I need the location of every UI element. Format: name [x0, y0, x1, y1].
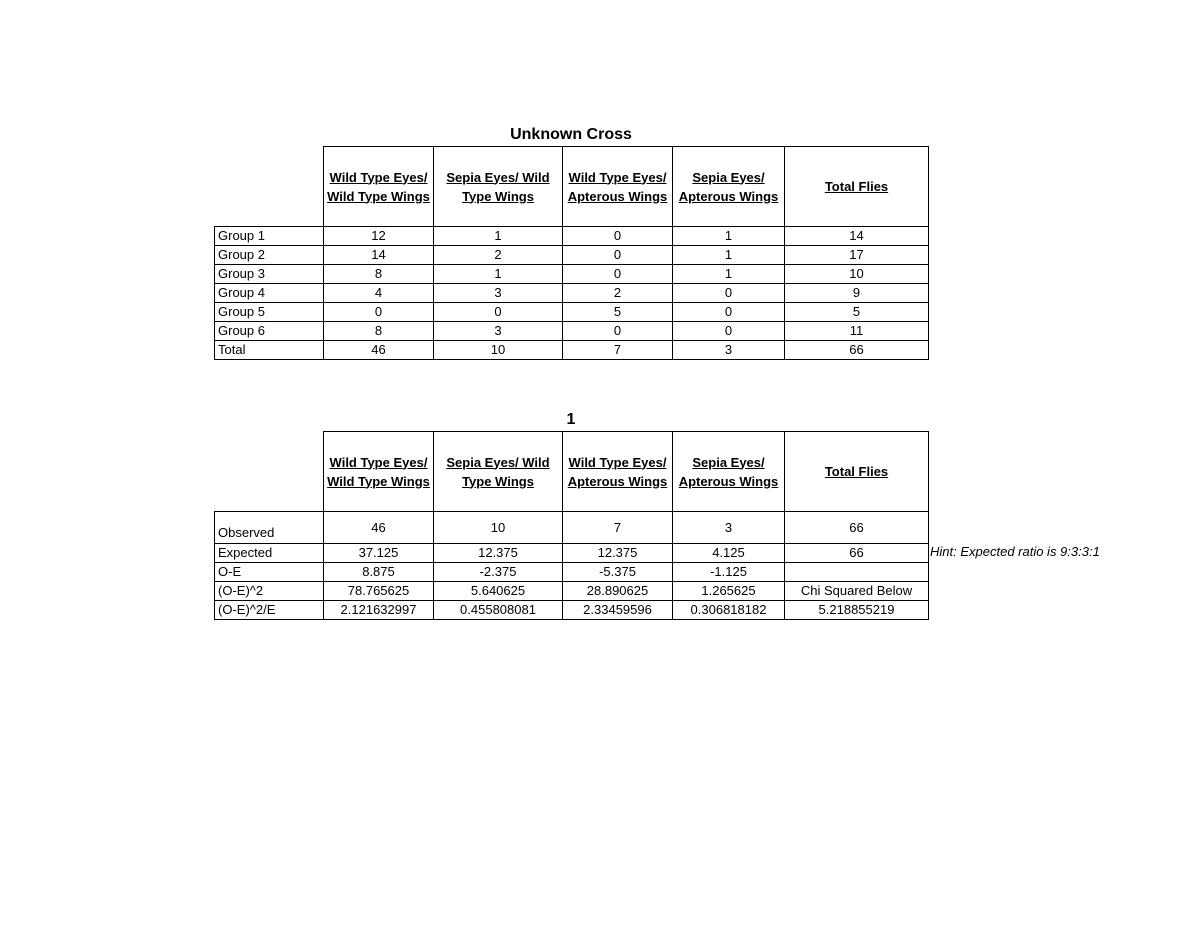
table-row-total [215, 341, 929, 360]
table1-header-wt-apterous: Wild Type Eyes/ Apterous Wings [563, 147, 673, 227]
cell: 10 [434, 341, 563, 360]
row-label: Group 4 [215, 284, 324, 303]
cell: 2.33459596 [563, 601, 673, 620]
cell: 17 [785, 246, 929, 265]
cell: 28.890625 [563, 582, 673, 601]
cell: 7 [563, 341, 673, 360]
cell: 1 [434, 265, 563, 284]
cell: 0 [673, 322, 785, 341]
row-label: Total [215, 341, 324, 360]
table2-header-wt-wt: Wild Type Eyes/ Wild Type Wings [324, 432, 434, 512]
cell: 4.125 [673, 544, 785, 563]
cell: 8 [324, 322, 434, 341]
cell: 1 [673, 246, 785, 265]
cell: 14 [785, 227, 929, 246]
cell: 12.375 [563, 544, 673, 563]
row-label: Group 3 [215, 265, 324, 284]
table1-header-wt-wt: Wild Type Eyes/ Wild Type Wings [324, 147, 434, 227]
table-row-expected [215, 544, 929, 563]
table-row [215, 246, 929, 265]
cell: 14 [324, 246, 434, 265]
row-label: Group 1 [215, 227, 324, 246]
table1-header-blank [215, 147, 324, 227]
cell: 66 [785, 512, 929, 544]
row-label: Group 6 [215, 322, 324, 341]
cell: 37.125 [324, 544, 434, 563]
cell: 46 [324, 512, 434, 544]
table2-header-sepia-apterous: Sepia Eyes/ Apterous Wings [673, 432, 785, 512]
cell: 11 [785, 322, 929, 341]
cell: 7 [563, 512, 673, 544]
cell: 8.875 [324, 563, 434, 582]
cell: 2 [434, 246, 563, 265]
cell: 5 [785, 303, 929, 322]
table2-header-wt-apterous: Wild Type Eyes/ Apterous Wings [563, 432, 673, 512]
cell: 5.218855219 [785, 601, 929, 620]
table-row-o-minus-e [215, 563, 929, 582]
cell: 2 [563, 284, 673, 303]
cell: 8 [324, 265, 434, 284]
cell: 12 [324, 227, 434, 246]
row-label: Observed [215, 512, 324, 544]
cell: 9 [785, 284, 929, 303]
unknown-cross-table [214, 146, 929, 360]
cell: 5 [563, 303, 673, 322]
cell: 78.765625 [324, 582, 434, 601]
cell: 5.640625 [434, 582, 563, 601]
table2-header-row [215, 432, 929, 512]
cell: Chi Squared Below [785, 582, 929, 601]
cell: 1 [673, 265, 785, 284]
table-row-squared [215, 582, 929, 601]
cell: 3 [673, 512, 785, 544]
row-label: (O-E)^2 [215, 582, 324, 601]
table2-header-blank [215, 432, 324, 512]
cell: 0 [563, 265, 673, 284]
table-row [215, 303, 929, 322]
table-row [215, 265, 929, 284]
table-row-observed [215, 512, 929, 544]
table1-header-total: Total Flies [785, 147, 929, 227]
cell: 3 [673, 341, 785, 360]
cell: 0.455808081 [434, 601, 563, 620]
cell: 10 [785, 265, 929, 284]
cell: 0 [434, 303, 563, 322]
table1-header-sepia-wt: Sepia Eyes/ Wild Type Wings [434, 147, 563, 227]
cell: 0 [563, 322, 673, 341]
row-label: (O-E)^2/E [215, 601, 324, 620]
cell: 0 [324, 303, 434, 322]
table1-header-sepia-apterous: Sepia Eyes/ Apterous Wings [673, 147, 785, 227]
cell: 0.306818182 [673, 601, 785, 620]
cell: 3 [434, 284, 563, 303]
cell [785, 563, 929, 582]
cell: 10 [434, 512, 563, 544]
cell: 66 [785, 341, 929, 360]
table2-title: 1 [566, 411, 576, 428]
table-row-squared-over-e [215, 601, 929, 620]
row-label: Group 2 [215, 246, 324, 265]
hint-text: Hint: Expected ratio is 9:3:3:1 [930, 544, 1100, 559]
chi-square-table [214, 431, 929, 620]
cell: 0 [563, 246, 673, 265]
cell: 1 [434, 227, 563, 246]
table-row [215, 322, 929, 341]
cell: 0 [673, 284, 785, 303]
cell: 12.375 [434, 544, 563, 563]
cell: -5.375 [563, 563, 673, 582]
table-row [215, 227, 929, 246]
cell: 0 [563, 227, 673, 246]
cell: 66 [785, 544, 929, 563]
cell: 2.121632997 [324, 601, 434, 620]
cell: 46 [324, 341, 434, 360]
row-label: Group 5 [215, 303, 324, 322]
cell: 1 [673, 227, 785, 246]
row-label: O-E [215, 563, 324, 582]
table2-header-total: Total Flies [785, 432, 929, 512]
cell: -1.125 [673, 563, 785, 582]
cell: 3 [434, 322, 563, 341]
cell: 1.265625 [673, 582, 785, 601]
table2-header-sepia-wt: Sepia Eyes/ Wild Type Wings [434, 432, 563, 512]
cell: 0 [673, 303, 785, 322]
table1-header-row [215, 147, 929, 227]
table-row [215, 284, 929, 303]
table1-title: Unknown Cross [510, 126, 632, 143]
cell: -2.375 [434, 563, 563, 582]
row-label: Expected [215, 544, 324, 563]
cell: 4 [324, 284, 434, 303]
